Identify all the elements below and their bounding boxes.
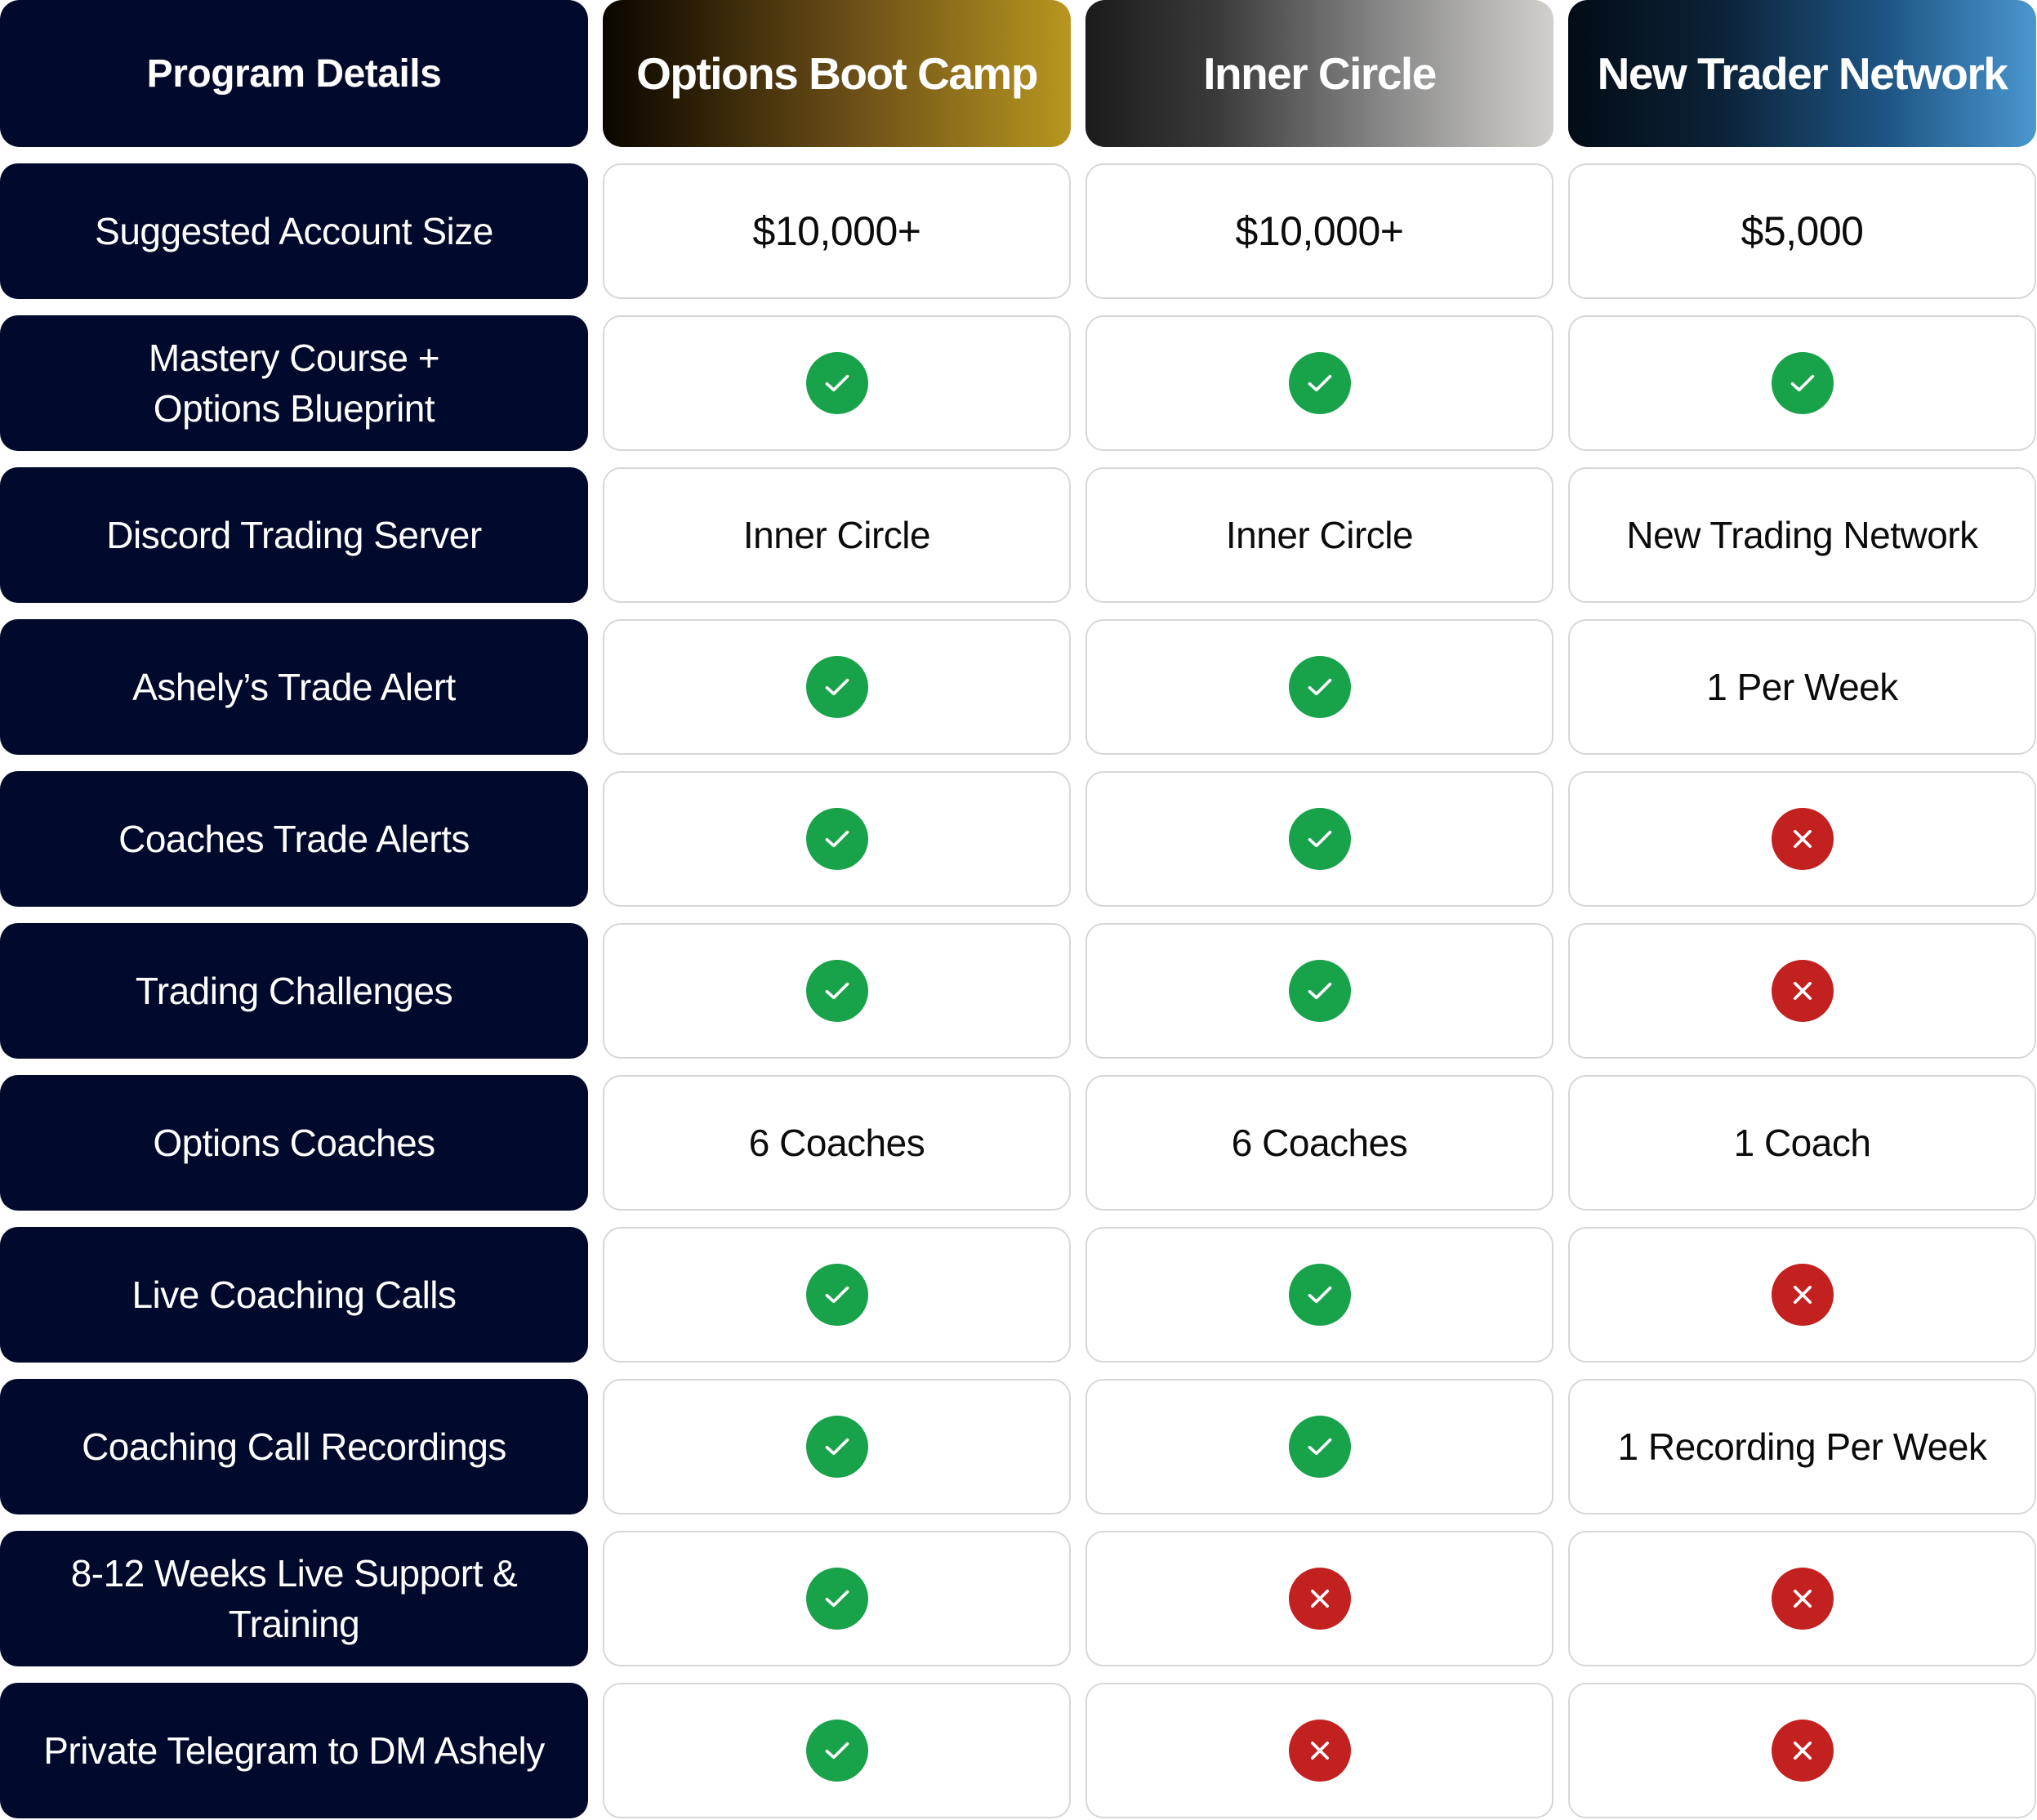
value-cell-new-trader-network bbox=[1568, 1531, 2036, 1666]
check-circle-icon bbox=[1289, 1264, 1351, 1326]
check-circle-icon bbox=[806, 1720, 868, 1782]
value-text: New Trading Network bbox=[1626, 514, 1978, 556]
header-program-details: Program Details bbox=[0, 0, 588, 147]
value-cell-new-trader-network bbox=[1568, 315, 2036, 451]
value-cell-options-boot-camp bbox=[603, 1379, 1071, 1514]
check-circle-icon bbox=[806, 1568, 868, 1630]
value-cell-new-trader-network bbox=[1568, 1227, 2036, 1363]
value-cell-inner-circle bbox=[1085, 315, 1553, 451]
value-cell-inner-circle bbox=[1085, 923, 1553, 1059]
value-text: Inner Circle bbox=[742, 514, 931, 556]
value-cell-options-boot-camp bbox=[603, 315, 1071, 451]
value-cell-inner-circle bbox=[1085, 1379, 1553, 1514]
x-circle-icon bbox=[1772, 960, 1834, 1022]
value-text: 1 Per Week bbox=[1706, 666, 1898, 708]
value-cell-new-trader-network bbox=[1568, 1683, 2036, 1818]
value-cell-new-trader-network bbox=[1568, 771, 2036, 907]
value-cell-new-trader-network bbox=[1568, 923, 2036, 1059]
value-text: Inner Circle bbox=[1225, 514, 1414, 556]
value-cell-new-trader-network bbox=[1568, 1379, 2036, 1514]
x-circle-icon bbox=[1772, 1264, 1834, 1326]
value-cell-options-boot-camp bbox=[603, 1531, 1071, 1666]
value-cell-inner-circle bbox=[1085, 619, 1553, 755]
x-circle-icon bbox=[1772, 1720, 1834, 1782]
check-circle-icon bbox=[806, 656, 868, 718]
check-circle-icon bbox=[806, 960, 868, 1022]
value-cell-inner-circle bbox=[1085, 1227, 1553, 1363]
value-cell-inner-circle bbox=[1085, 771, 1553, 907]
row-label: Private Telegram to DM Ashely bbox=[0, 1683, 588, 1818]
row-label: Mastery Course + Options Blueprint bbox=[0, 315, 588, 451]
value-text: $10,000+ bbox=[1235, 208, 1404, 254]
row-label: Ashely’s Trade Alert bbox=[0, 619, 588, 755]
value-text: 1 Coach bbox=[1733, 1122, 1871, 1164]
check-circle-icon bbox=[1772, 352, 1834, 414]
row-label: Coaching Call Recordings bbox=[0, 1379, 588, 1514]
value-text: 6 Coaches bbox=[748, 1122, 925, 1164]
header-inner-circle: Inner Circle bbox=[1085, 0, 1553, 147]
check-circle-icon bbox=[1289, 352, 1351, 414]
value-cell-options-boot-camp bbox=[603, 771, 1071, 907]
row-label: Live Coaching Calls bbox=[0, 1227, 588, 1363]
check-circle-icon bbox=[806, 1264, 868, 1326]
value-cell-inner-circle bbox=[1085, 467, 1553, 603]
value-cell-options-boot-camp bbox=[603, 619, 1071, 755]
row-label: Suggested Account Size bbox=[0, 163, 588, 299]
value-cell-options-boot-camp bbox=[603, 1075, 1071, 1211]
value-cell-options-boot-camp bbox=[603, 467, 1071, 603]
value-cell-options-boot-camp bbox=[603, 163, 1071, 299]
value-cell-inner-circle bbox=[1085, 1531, 1553, 1666]
x-circle-icon bbox=[1772, 808, 1834, 870]
value-cell-inner-circle bbox=[1085, 1075, 1553, 1211]
check-circle-icon bbox=[806, 1416, 868, 1478]
value-cell-new-trader-network bbox=[1568, 467, 2036, 603]
value-cell-options-boot-camp bbox=[603, 1227, 1071, 1363]
value-cell-inner-circle bbox=[1085, 163, 1553, 299]
row-label: Discord Trading Server bbox=[0, 467, 588, 603]
check-circle-icon bbox=[1289, 656, 1351, 718]
value-cell-new-trader-network bbox=[1568, 1075, 2036, 1211]
x-circle-icon bbox=[1772, 1568, 1834, 1630]
row-label: Coaches Trade Alerts bbox=[0, 771, 588, 907]
check-circle-icon bbox=[806, 352, 868, 414]
x-circle-icon bbox=[1289, 1568, 1351, 1630]
header-options-boot-camp: Options Boot Camp bbox=[603, 0, 1071, 147]
row-label: Options Coaches bbox=[0, 1075, 588, 1211]
row-label: 8-12 Weeks Live Support & Training bbox=[0, 1531, 588, 1666]
x-circle-icon bbox=[1289, 1720, 1351, 1782]
value-text: 6 Coaches bbox=[1231, 1122, 1408, 1164]
row-label: Trading Challenges bbox=[0, 923, 588, 1059]
value-cell-new-trader-network bbox=[1568, 163, 2036, 299]
value-text: $5,000 bbox=[1741, 208, 1864, 254]
check-circle-icon bbox=[1289, 1416, 1351, 1478]
check-circle-icon bbox=[806, 808, 868, 870]
header-new-trader-network: New Trader Network bbox=[1568, 0, 2036, 147]
value-text: $10,000+ bbox=[752, 208, 921, 254]
check-circle-icon bbox=[1289, 960, 1351, 1022]
value-cell-new-trader-network bbox=[1568, 619, 2036, 755]
value-text: 1 Recording Per Week bbox=[1617, 1425, 1987, 1468]
value-cell-options-boot-camp bbox=[603, 1683, 1071, 1818]
value-cell-inner-circle bbox=[1085, 1683, 1553, 1818]
value-cell-options-boot-camp bbox=[603, 923, 1071, 1059]
check-circle-icon bbox=[1289, 808, 1351, 870]
